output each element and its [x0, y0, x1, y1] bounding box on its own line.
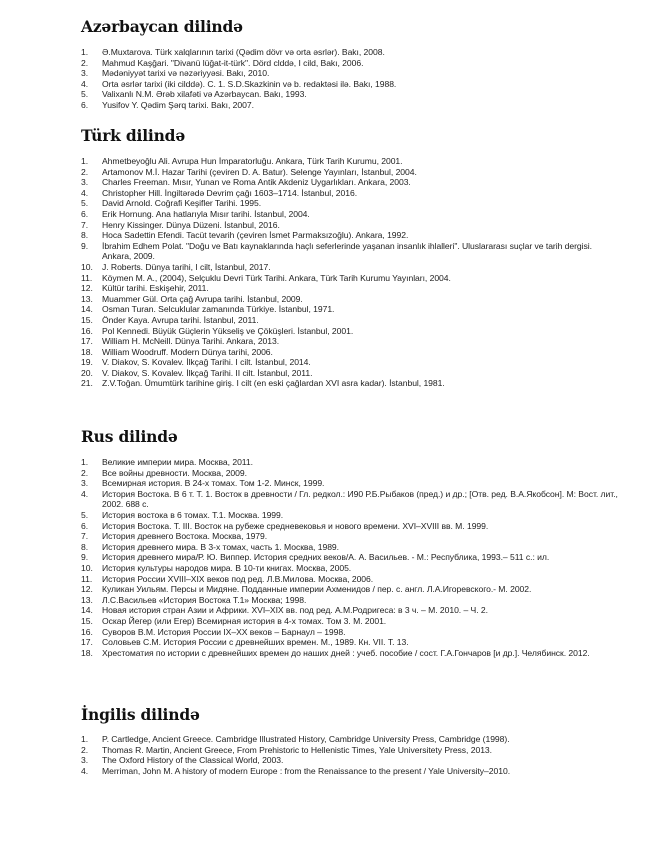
- list-item: 20. V. Diakov, S. Kovalev. İlkçağ Tarihi. II cilt. İstanbul, 2011.: [81, 367, 313, 378]
- list-item: 3. The Oxford History of the Classical World, 2003.: [81, 755, 284, 766]
- list-item: 11. История России XVIII–XIX веков под ред. Л.В.Милова. Москва, 2006.: [81, 573, 374, 584]
- section-heading: Türk dilində: [81, 126, 185, 145]
- list-item: 1. Ə.Muxtarova. Türk xalqlarının tarixi (Qədim dövr və orta əsrlər). Bakı, 2008.: [81, 47, 385, 57]
- list-item: 2. Mahmud Kaşğari. "Divanü lüğat-it-türk". Dörd clddə, I cild, Bakı, 2006.: [81, 57, 364, 68]
- list-item: 17. Соловьев С.М. История России с древнейших времен. М., 1989. Кн. VII. Т. 13.: [81, 637, 409, 648]
- list-item: 1. Великие империи мира. Москва, 2011.: [81, 457, 253, 467]
- reference-list: [81, 457, 621, 658]
- list-item: 13. Л.С.Васильев «История Востока Т.1» Москва; 1998.: [81, 594, 307, 605]
- section-heading: Rus dilində: [81, 427, 178, 446]
- list-item: 12. Куликан Уильям. Персы и Мидяне. Подданные империи Ахменидов / пер. с. англ. Л.А.Игоревского.- М. 2002.: [81, 584, 532, 595]
- list-item: 6. Erik Hornung. Ana hatlarıyla Mısır tarihi. İstanbul, 2004.: [81, 208, 310, 219]
- list-item: 19. V. Diakov, S. Kovalev. İlkçağ Tarihi. I cilt. İstanbul, 2014.: [81, 357, 311, 368]
- list-item: 5. История востока в 6 томах. Т.1. Москва. 1999.: [81, 509, 284, 520]
- list-item: 16. Суворов В.М. История России IX–XX веков – Барнаул – 1998.: [81, 626, 346, 637]
- reference-list: [81, 156, 621, 389]
- list-item: 1. Ahmetbeyoğlu Ali. Avrupa Hun İmparatorluğu. Ankara, Türk Tarih Kurumu, 2001.: [81, 156, 403, 166]
- list-item: 7. История древнего Востока. Москва, 1979.: [81, 531, 268, 542]
- list-item: 12. Kültür tarihi. Eskişehir, 2011.: [81, 283, 209, 294]
- list-item: 4. Christopher Hill. İngiltərədə Devrim çağı 1603–1714. İstanbul, 2016.: [81, 187, 358, 198]
- list-item: 18. William Woodruff. Modern Dünya tarihi, 2006.: [81, 346, 273, 357]
- list-item: 17. William H. McNeill. Dünya Tarihi. Ankara, 2013.: [81, 336, 280, 347]
- list-item: 21. Z.V.Toğan. Ümumtürk tarihine giriş. I cilt (en eski çağlardan XVI asra kadar). İstanbul, 1981.: [81, 378, 445, 389]
- list-item: 4. Orta əsrlər tarixi (iki cilddə). C. 1. S.D.Skazkinin və b. redaktəsi ilə. Bakı, 1988.: [81, 78, 397, 89]
- list-item: 3. Charles Freeman. Mısır, Yunan ve Roma Antik Akdeniz Uygarlıkları. Ankara, 2003.: [81, 177, 411, 188]
- list-item: 11. Köymen M. A., (2004), Selçuklu Devri Türk Tarihi. Ankara, Türk Tarih Kurumu Yayınları, 2004.: [81, 272, 451, 283]
- list-item: 14. Osman Turan. Selcuklular zamanında Türkiye. İstanbul, 1971.: [81, 304, 335, 315]
- list-item: 2. Thomas R. Martin, Ancient Greece, From Prehistoric to Hellenistic Times, Yale Universitety Press, 2013.: [81, 744, 492, 755]
- list-item: 6. История Востока. Т. III. Восток на рубеже средневековья и нового времени. XVI–XVIII вв. М. 1999.: [81, 520, 489, 531]
- section-heading: İngilis dilində: [81, 705, 200, 724]
- list-item: 13. Muammer Gül. Orta çağ Avrupa tarihi. İstanbul, 2009.: [81, 293, 303, 304]
- list-item: 10. История культуры народов мира. В 10-ти книгах. Москва, 2005.: [81, 562, 352, 573]
- list-item: 15. Önder Kaya. Avrupa tarihi. İstanbul, 2011.: [81, 314, 259, 325]
- list-item: 3. Всемирная история. В 24-х томах. Том 1-2. Минск, 1999.: [81, 478, 325, 489]
- reference-list: [81, 47, 621, 111]
- list-item: 16. Pol Kennedi. Büyük Güçlerin Yükseliş ve Çöküşleri. İstanbul, 2001.: [81, 325, 354, 336]
- list-item: 9. История древнего мира/Р. Ю. Виппер. История средних веков/А. А. Васильев. - М.: Республика, 1993.– 511 с.: ил.: [81, 552, 550, 563]
- section-heading: Azərbaycan dilində: [81, 17, 243, 36]
- reference-list: [81, 734, 621, 776]
- list-item: 3. Mədəniyyət tarixi və nəzəriyyəsi. Bakı, 2010.: [81, 68, 270, 79]
- list-item: 5. Valixanlı N.M. Ərəb xilafəti və Azərbaycan. Bakı, 1993.: [81, 89, 307, 100]
- list-item: 15. Оскар Йегер (или Егер) Всемирная история в 4-х томах. Том 3. М. 2001.: [81, 615, 387, 626]
- list-item: 2. Artamonov M.İ. Hazar Tarihi (çeviren D. A. Batur). Selenge Yayınları, İstanbul, 2004.: [81, 166, 417, 177]
- list-item: 6. Yusifov Y. Qədim Şərq tarixi. Bakı, 2007.: [81, 99, 254, 110]
- list-item: 14. Новая история стран Азии и Африки. XVI–XIX вв. под ред. А.М.Родригеса: в 3 ч. – М. 2010. – Ч. 2.: [81, 605, 488, 616]
- list-item: 2. Все войны древности. Москва, 2009.: [81, 467, 247, 478]
- list-item: 9. İbrahim Edhem Polat. "Doğu ve Batı kaynaklarında haçlı seferlerinde yaşanan insanlık ihlalleri". Uluslararası suçlar ve tarih dergisi. Ankara, 2009.: [81, 240, 592, 262]
- list-item: 8. История древнего мира. В 3-х томах, часть 1. Москва, 1989.: [81, 541, 339, 552]
- list-item: 10. J. Roberts. Dünya tarihi, I cilt, İstanbul, 2017.: [81, 261, 271, 272]
- list-item: 4. Merriman, John M. A history of modern Europe : from the Renaissance to the present / Yale University–2010.: [81, 765, 511, 776]
- list-item: 18. Хрестоматия по истории с древнейших времен до наших дней : учеб. пособие / сост. Г.А.Гончаров [и др.]. Челябинск. 2012.: [81, 647, 590, 658]
- list-item: 7. Henry Kissinger. Dünya Düzeni. İstanbul, 2016.: [81, 219, 280, 230]
- list-item: 4. История Востока. В 6 т. Т. 1. Восток в древности / Гл. редкол.: И90 Р.Б.Рыбаков (пред.) и др.; [Отв. ред. В.А.Якобсон]. М: Вост. лит., 2002. 688 с.: [81, 488, 618, 510]
- list-item: 5. David Arnold. Coğrafi Keşifler Tarihi. 1995.: [81, 198, 262, 209]
- list-item: 1. P. Cartledge, Ancient Greece. Cambridge Illustrated History, Cambridge University Press, Cambridge (1998).: [81, 734, 510, 744]
- list-item: 8. Hoca Sadettin Efendi. Tacüt tevarih (çeviren İsmet Parmaksızoğlu). Ankara, 1992.: [81, 230, 409, 241]
